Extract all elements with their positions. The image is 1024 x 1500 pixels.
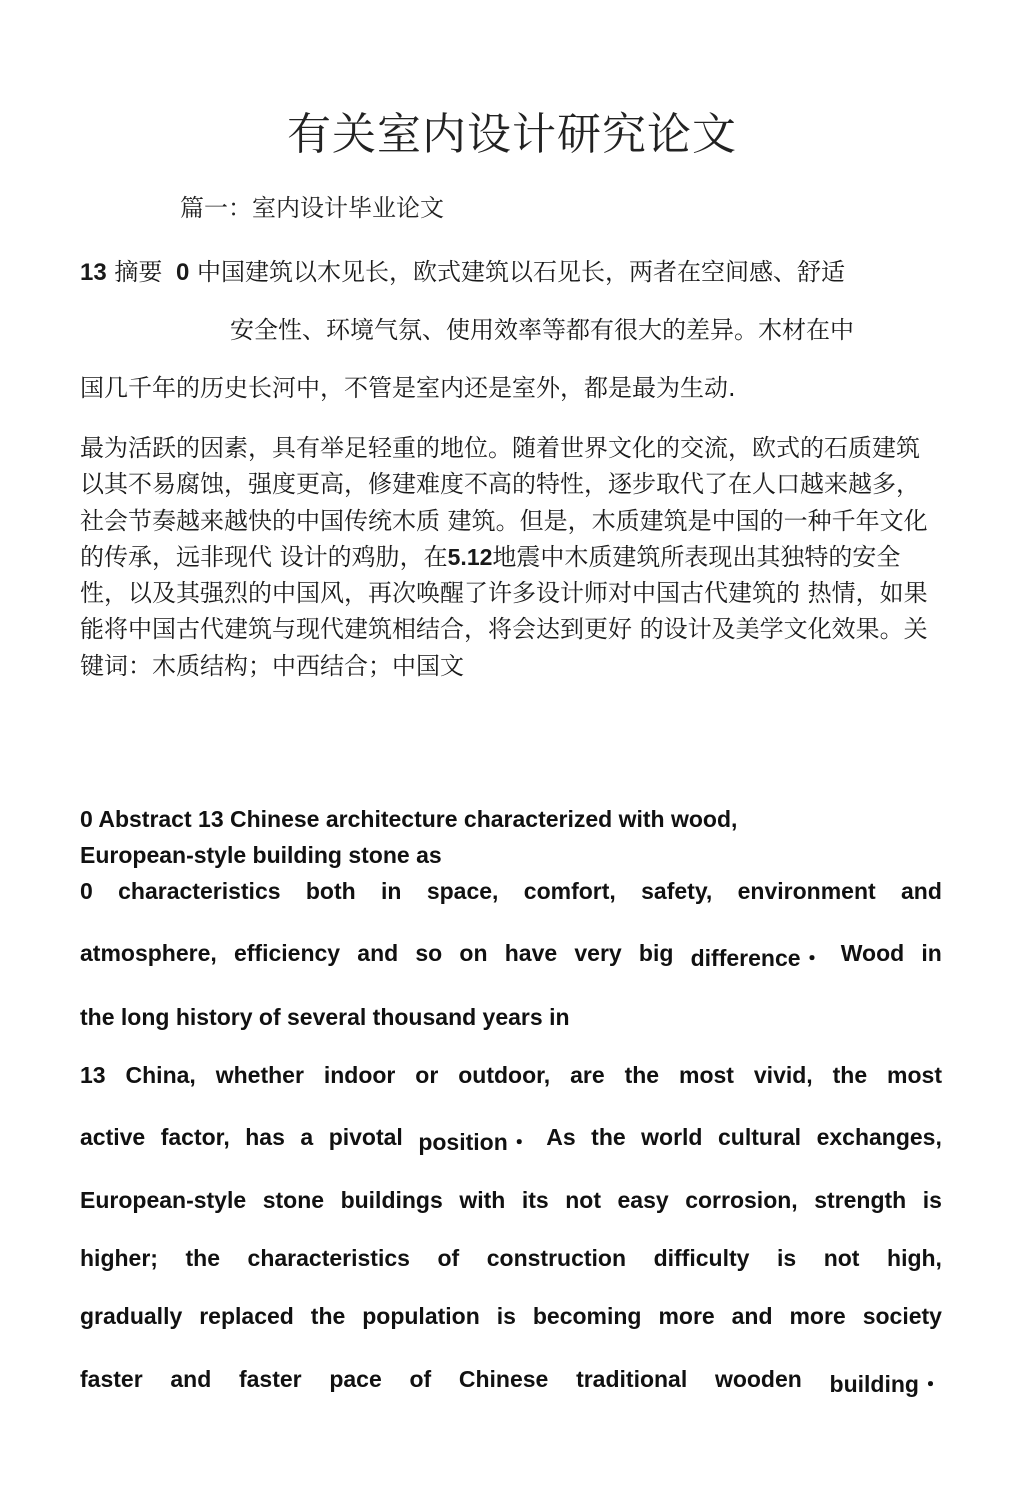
english-word: corrosion, [685, 1187, 798, 1213]
english-abstract-line-5: the long history of several thousand years in [80, 1004, 570, 1030]
english-abstract-line-3 [80, 878, 942, 905]
english-word: its [521, 1187, 549, 1213]
english-word: pace [329, 1366, 382, 1392]
english-word: a [300, 1124, 314, 1150]
english-word: has [245, 1124, 285, 1150]
english-word: environment [737, 878, 876, 904]
abstract-paragraph [80, 430, 940, 684]
english-word: building・ [829, 1371, 942, 1397]
english-word: the [624, 1062, 660, 1088]
english-word: buildings [340, 1187, 443, 1213]
english-word: pivotal [328, 1124, 403, 1150]
english-word: faster [238, 1366, 302, 1392]
english-word: and [731, 1303, 773, 1329]
english-word: both [305, 878, 356, 904]
english-word: in [381, 878, 402, 904]
english-word: As [546, 1124, 576, 1150]
english-word: European-style [80, 1187, 247, 1213]
english-abstract-line-1: 0 Abstract 13 Chinese architecture characterized with wood, [80, 806, 738, 832]
english-word: stone [262, 1187, 325, 1213]
english-word: or [415, 1062, 439, 1088]
english-word: construction [486, 1245, 627, 1271]
abstract-text-1: 中国建筑以木见长，欧式建筑以石见长，两者在空间感、舒适 [196, 258, 845, 286]
english-word: cultural [718, 1124, 802, 1150]
english-abstract-line-8 [80, 1187, 942, 1214]
english-word: easy [617, 1187, 669, 1213]
english-word: not [823, 1245, 860, 1271]
english-word: not [565, 1187, 601, 1213]
english-word: 13 [80, 1062, 106, 1088]
english-word: with [459, 1187, 506, 1213]
abstract-number-0: 0 [175, 259, 190, 286]
english-abstract-line-11 [80, 1366, 942, 1399]
english-word: factor, [160, 1124, 230, 1150]
english-word: very [574, 940, 622, 966]
english-word: comfort, [523, 878, 616, 904]
abstract-line-1 [80, 252, 845, 287]
english-word: wooden [714, 1366, 802, 1392]
english-word: most [679, 1062, 734, 1088]
english-word: replaced [199, 1303, 294, 1329]
english-word: is [922, 1187, 942, 1213]
english-word: strength [814, 1187, 907, 1213]
english-word: indoor [323, 1062, 396, 1088]
english-word: society [862, 1303, 942, 1329]
english-word: atmosphere, [80, 940, 217, 966]
english-word: in [921, 940, 942, 966]
english-word: more [789, 1303, 846, 1329]
section-heading: 篇一：室内设计毕业论文 [180, 194, 444, 222]
abstract-paragraph-part-1: 最为活跃的因素，具有举足轻重的地位。随着世界文化的交流，欧式的石质建筑以其不易腐蚀，强度更高，修建难度不高的特性，逐步取代了在人口越来越多，社会节奏越来越快的中国传统木质 建筑。但是，木质建筑是中国的一种千年文化的传承，远非现代 设计的鸡肋，在 [80, 434, 928, 571]
english-word: safety, [641, 878, 713, 904]
english-word: the [591, 1124, 626, 1150]
abstract-number-13: 13 [80, 259, 107, 286]
english-abstract-line-2: European-style building stone as [80, 842, 442, 868]
english-word: 0 [80, 878, 93, 904]
english-word: world [641, 1124, 703, 1150]
english-word: space, [426, 878, 499, 904]
abstract-label: 摘要 [114, 258, 163, 286]
english-word: gradually [80, 1303, 183, 1329]
english-word: whether [215, 1062, 304, 1088]
english-word: faster [80, 1366, 143, 1392]
english-word: the [310, 1303, 346, 1329]
english-abstract-line-7 [80, 1124, 942, 1157]
english-word: China, [125, 1062, 196, 1088]
abstract-line-2: 安全性、环境气氛、使用效率等都有很大的差异。木材在中 [230, 316, 854, 344]
english-word: and [170, 1366, 212, 1392]
english-abstract-line-9 [80, 1245, 942, 1272]
english-word: the [185, 1245, 220, 1271]
english-abstract-line-10 [80, 1303, 942, 1330]
english-word: of [409, 1366, 432, 1392]
document-title: 有关室内设计研究论文 [287, 109, 737, 160]
english-word: vivid, [753, 1062, 813, 1088]
abstract-line-3: 国几千年的历史长河中，不管是室内还是室外，都是最为生动. [80, 374, 736, 402]
english-word: on [459, 940, 488, 966]
english-word: higher; [80, 1245, 158, 1271]
english-word: efficiency [233, 940, 341, 966]
english-word: and [901, 878, 942, 904]
english-abstract-line-4 [80, 940, 942, 973]
english-word: and [357, 940, 399, 966]
english-word: Chinese [458, 1366, 549, 1392]
english-word: have [504, 940, 558, 966]
english-word: big [638, 940, 674, 966]
english-word: most [887, 1062, 942, 1088]
english-word: more [658, 1303, 715, 1329]
english-word: are [570, 1062, 605, 1088]
abstract-paragraph-part-2: 地震中木质建筑所表现出其独特的安全性，以及其强烈的中国风，再次唤醒了许多设计师对中国古代建筑的 热情，如果能将中国古代建筑与现代建筑相结合，将会达到更好 的设计及美学文化效果。关键词：木质结构；中西结合；中国文 [80, 542, 928, 680]
english-word: difficulty [653, 1245, 750, 1271]
english-word: of [437, 1245, 460, 1271]
english-word: characteristics [118, 878, 281, 904]
earthquake-date: 5.12 [447, 543, 493, 570]
english-word: characteristics [247, 1245, 410, 1271]
english-word: active [80, 1124, 146, 1150]
english-abstract-line-6 [80, 1062, 942, 1089]
english-word: is [496, 1303, 516, 1329]
english-word: becoming [532, 1303, 642, 1329]
english-word: the [832, 1062, 868, 1088]
english-word: population [362, 1303, 480, 1329]
english-word: Wood [840, 940, 905, 966]
english-word: traditional [576, 1366, 688, 1392]
english-word: is [776, 1245, 797, 1271]
english-word: position・ [418, 1129, 531, 1155]
english-word: exchanges, [816, 1124, 942, 1150]
english-word: so [415, 940, 443, 966]
english-word: high, [887, 1245, 942, 1271]
english-word: outdoor, [458, 1062, 551, 1088]
english-word: difference・ [690, 945, 824, 971]
